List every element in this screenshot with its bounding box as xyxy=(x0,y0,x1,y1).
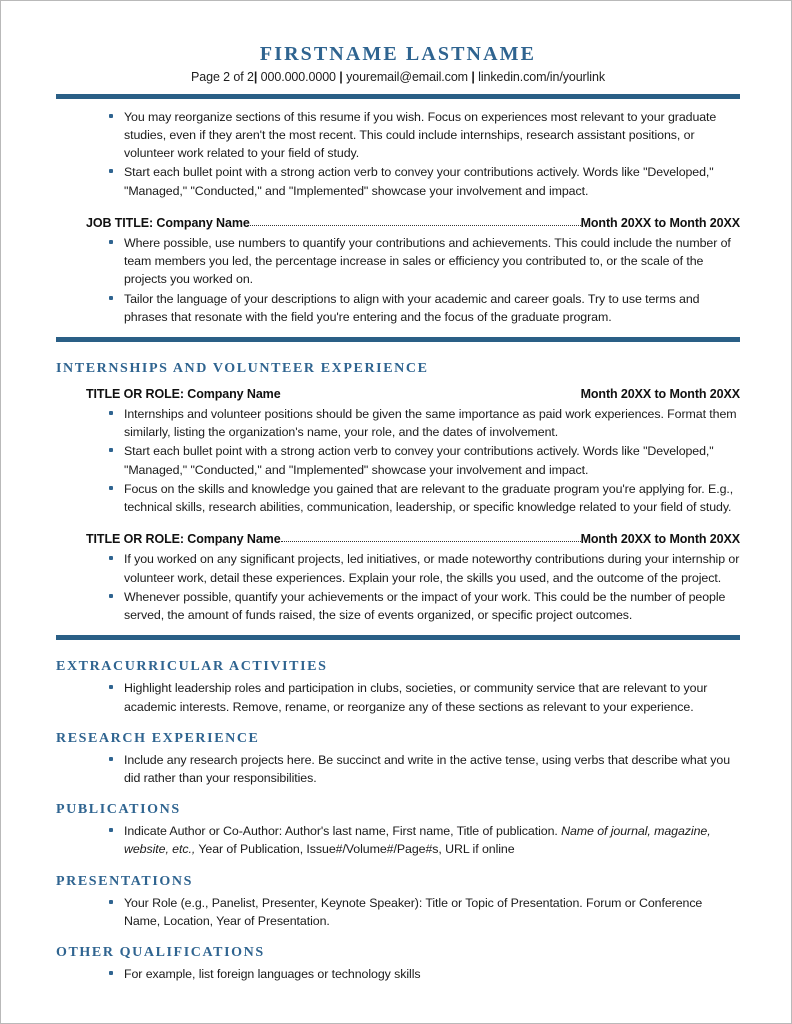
email-address[interactable]: youremail@email.com xyxy=(346,70,468,84)
bullet-text: Highlight leadership roles and participation in clubs, societies, or community service that are relevant to your academic interests. Remove, rename, or reorganize any of these sections as relevant to your experience. xyxy=(124,681,708,714)
publication-journal-name: Name of journal, magazine, website, etc., xyxy=(124,824,711,857)
bullet-dot-icon xyxy=(109,411,113,415)
internship-entry-one-leader xyxy=(281,386,581,398)
list-item xyxy=(56,550,740,586)
internship-entry-two-title: TITLE OR ROLE: Company Name xyxy=(86,532,281,547)
bullet-text: Include any research projects here. Be succinct and write in the active tense, using verbs that describe what you did rather than your responsibilities. xyxy=(124,752,731,786)
publication-text-part1: Indicate Author or Co-Author: Author's last name, First name, Title of publication. xyxy=(124,824,562,839)
section-heading-publications: PUBLICATIONS xyxy=(56,802,181,818)
list-item xyxy=(56,480,740,516)
section-heading-other-qualifications: OTHER QUALIFICATIONS xyxy=(56,945,265,961)
bullet-text: Start each bullet point with a strong action verb to convey your contributions actively. Words like "Developed," "Managed," "Conducted," and "Implemented" showcase your involvement and impact. xyxy=(124,165,714,198)
bullet-text: Whenever possible, quantify your achievements or the impact of your work. This could be the number of people served, the amount of funds raised, the size of events organized, or specific project outcomes. xyxy=(124,589,726,623)
bullet-dot-icon xyxy=(109,240,113,244)
section-heading-presentations: PRESENTATIONS xyxy=(56,873,193,889)
page-indicator: Page 2 of 2 xyxy=(191,70,254,84)
bullet-text: Start each bullet point with a strong action verb to convey your contributions actively. Words like "Developed," "Managed," "Conducted," and "Implemented" showcase your involvement and impact. xyxy=(124,444,714,477)
contact-separator-1: | xyxy=(253,70,258,84)
job-entry-dates: Month 20XX to Month 20XX xyxy=(580,215,740,230)
list-item xyxy=(56,588,740,624)
publication-text-part2: Year of Publication, Issue#/Volume#/Page#s, URL if online xyxy=(195,842,515,857)
bullet-dot-icon xyxy=(109,828,113,832)
contact-separator-3: | xyxy=(471,70,475,84)
bullet-text: For example, list foreign languages or technology skills xyxy=(124,967,421,982)
phone-number: 000.000.0000 xyxy=(260,70,336,84)
bullet-dot-icon xyxy=(109,900,113,904)
bullet-text: Where possible, use numbers to quantify your contributions and achievements. This could include the number of team members you led, the percentage increase in sales or efficiency you contributed to, or the scale of the projects you worked on. xyxy=(124,235,731,287)
job-entry-header xyxy=(86,215,740,230)
resume-header xyxy=(56,1,740,86)
contact-line xyxy=(56,70,740,86)
page-content xyxy=(56,1,740,984)
internship-entry-one-bullet-list xyxy=(56,405,740,516)
list-item xyxy=(56,234,740,289)
internship-entry-two-dates: Month 20XX to Month 20XX xyxy=(580,532,740,547)
list-item xyxy=(56,163,740,199)
job-entry-bullet-list xyxy=(56,234,740,326)
list-item xyxy=(56,405,740,441)
internship-entry-two-bullet-list xyxy=(56,550,740,624)
list-item xyxy=(56,751,740,787)
other-qualifications-bullet-list xyxy=(56,965,740,983)
candidate-name: FIRSTNAME LASTNAME xyxy=(259,43,537,65)
list-item xyxy=(56,108,740,163)
bullet-text: Tailor the language of your descriptions to align with your academic and career goals. Try to use terms and phrases that resonate with the field you're entering and the focus of the graduate program. xyxy=(124,291,700,324)
bullet-dot-icon xyxy=(109,556,113,560)
bullet-text: You may reorganize sections of this resume if you wish. Focus on experiences most relevant to your graduate studies, even if they aren't the most recent. This could include internships, research assistant positions, or volunteer work related to your field of study. xyxy=(124,109,717,161)
internship-entry-two-header xyxy=(86,531,740,546)
bullet-dot-icon xyxy=(109,448,113,452)
internship-entry-one-dates: Month 20XX to Month 20XX xyxy=(580,386,740,401)
bullet-text: Your Role (e.g., Panelist, Presenter, Keynote Speaker): Title or Topic of Presentation. Forum or Conference Name, Location, Year of Presentation. xyxy=(124,895,703,928)
list-item xyxy=(56,965,740,983)
presentations-bullet-list xyxy=(56,894,740,930)
bullet-text: Internships and volunteer positions should be given the same importance as paid work experiences. Format them similarly, listing the organization's name, your role, and the dates of involvement. xyxy=(124,406,737,440)
job-entry-title: JOB TITLE: Company Name xyxy=(86,215,250,230)
bullet-dot-icon xyxy=(109,971,113,975)
top-bullet-list xyxy=(56,108,740,200)
bullet-dot-icon xyxy=(109,757,113,761)
bullet-dot-icon xyxy=(109,114,113,118)
list-item xyxy=(56,442,740,478)
bullet-dot-icon xyxy=(109,685,113,689)
section-heading-research: RESEARCH EXPERIENCE xyxy=(56,730,260,746)
job-entry-leader xyxy=(250,215,581,227)
list-item xyxy=(56,894,740,930)
extracurricular-bullet-list xyxy=(56,679,740,715)
section-heading-extracurricular: EXTRACURRICULAR ACTIVITIES xyxy=(56,659,328,675)
linkedin-url[interactable]: linkedin.com/in/yourlink xyxy=(478,70,605,84)
internship-entry-one-header xyxy=(86,386,740,401)
section-heading-internships: INTERNSHIPS AND VOLUNTEER EXPERIENCE xyxy=(56,360,429,376)
bullet-dot-icon xyxy=(109,594,113,598)
research-bullet-list xyxy=(56,751,740,787)
bullet-text: Focus on the skills and knowledge you gained that are relevant to the graduate program you're applying for. E.g., technical skills, research abilities, communication, leadership, or specific knowledge related to your field of study. xyxy=(124,481,734,515)
internship-entry-two-leader xyxy=(281,531,581,543)
list-item xyxy=(56,822,740,858)
publications-bullet-list xyxy=(56,822,740,858)
list-item xyxy=(56,679,740,715)
bullet-dot-icon xyxy=(109,296,113,300)
list-item xyxy=(56,290,740,326)
contact-separator-2: | xyxy=(339,70,343,84)
internship-entry-one-title: TITLE OR ROLE: Company Name xyxy=(86,386,281,401)
bullet-text: If you worked on any significant projects, led initiatives, or made noteworthy contributions during your internship or volunteer work, detail these experiences. Explain your role, the skills you used, and the outcome of the project. xyxy=(124,552,740,585)
bullet-dot-icon xyxy=(109,169,113,173)
bullet-dot-icon xyxy=(109,486,113,490)
